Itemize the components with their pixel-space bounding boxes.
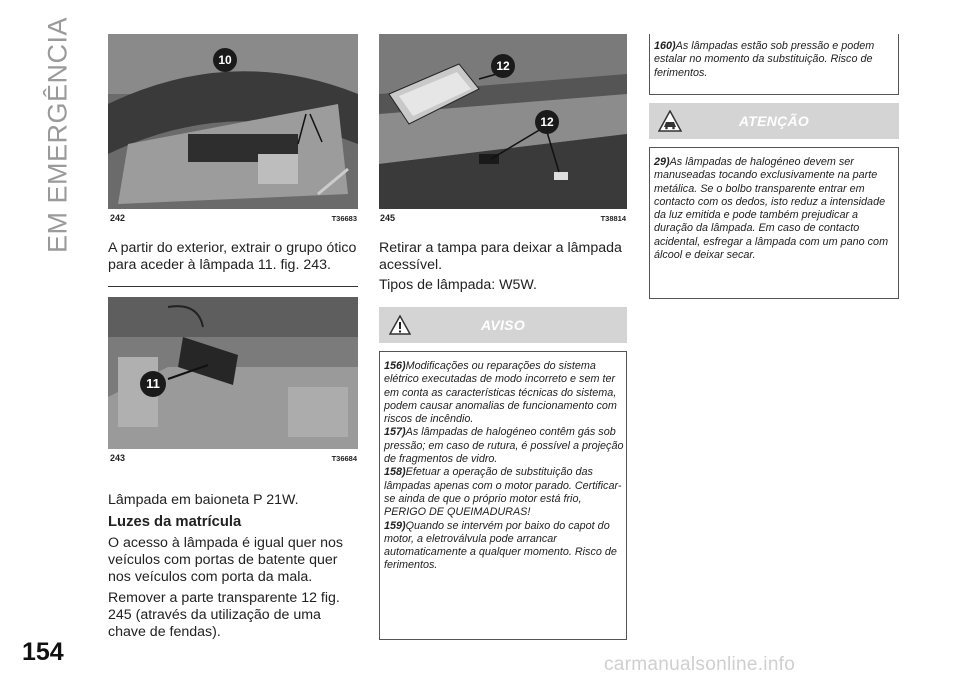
warning-title: AVISO (480, 317, 526, 333)
figure-243-number: 243 (110, 453, 126, 463)
attention-title: ATENÇÃO (738, 113, 810, 129)
warning-note-159: 159)Quando se intervém por baixo do capot do motor, a eletroválvula pode arrancar automaticamente a qualquer momento. Risco de ferimentos. (384, 519, 617, 572)
watermark-text: carmanualsonline.info (604, 654, 796, 675)
figure-245-number: 245 (380, 213, 396, 223)
warning-notes-box (379, 351, 627, 640)
figure-242-image (108, 34, 358, 209)
col1-divider (108, 286, 358, 287)
attention-note-29: 29)As lâmpadas de halogéneo devem ser manuseadas tocando exclusivamente na parte metálica. Se o bolbo transparente entrar em contacto com os dedos, isto reduz a intensidade da luz emitida e pode também prejudicar a duração da lâmpada. Em caso de contacto acidental, esfregar a lâmpada com um pano com álcool e deixar secar. (654, 156, 889, 262)
col2-paragraph-2: Tipos de lâmpada: W5W. (379, 277, 537, 293)
section-title-text: EM EMERGÊNCIA (42, 16, 73, 254)
warning-note-160: 160)As lâmpadas estão sob pressão e podem estalar no momento da substituição. Risco de ferimentos. (654, 40, 875, 79)
warning-header (379, 307, 627, 343)
section-title (38, 16, 78, 254)
figure-242-number: 242 (110, 213, 126, 223)
attention-notes-box (649, 147, 899, 299)
col1-paragraph-3: O acesso à lâmpada é igual quer nos veículos com portas de batente quer nos veículos com porta da mala. (108, 535, 344, 585)
callout-10: 10 (213, 48, 237, 72)
warning-note-156: 156)Modificações ou reparações do sistema elétrico executadas de modo incorreto e sem ter em conta as características técnicas do sistema, podem causar anomalias de funcionamento com riscos de incêndio. (384, 360, 617, 426)
col1-paragraph-2: Lâmpada em baioneta P 21W. (108, 492, 299, 508)
figure-242-code: T36683 (331, 214, 357, 223)
figure-245-image (379, 34, 627, 209)
attention-header (649, 103, 899, 139)
col1-paragraph-1: A partir do exterior, extrair o grupo ótico para aceder à lâmpada 11. fig. 243. (108, 240, 357, 273)
section-heading-license-plate: Luzes da matrícula (108, 514, 242, 530)
warning-note-157: 157)As lâmpadas de halogéneo contêm gás sob pressão; em caso de rutura, é possível a projeção de fragmentos de vidro. (384, 426, 624, 466)
page-number: 154 (22, 638, 64, 666)
col1-paragraph-4: Remover a parte transparente 12 fig. 245 (através da utilização de uma chave de fendas). (108, 590, 340, 640)
col2-paragraph-1: Retirar a tampa para deixar a lâmpada acessível. (379, 240, 622, 273)
warning-note-160-box (649, 34, 899, 95)
figure-243-code: T36684 (331, 454, 357, 463)
callout-11: 11 (140, 371, 166, 397)
callout-12-bottom: 12 (535, 110, 559, 134)
figure-243-image (108, 297, 358, 449)
warning-note-158: 158)Efetuar a operação de substituição das lâmpadas apenas com o motor parado. Certificar-se ainda de que o próprio motor está frio, PERIGO DE QUEIMADURAS! (384, 466, 622, 519)
callout-12-top: 12 (491, 54, 515, 78)
figure-245-code: T38814 (600, 214, 626, 223)
